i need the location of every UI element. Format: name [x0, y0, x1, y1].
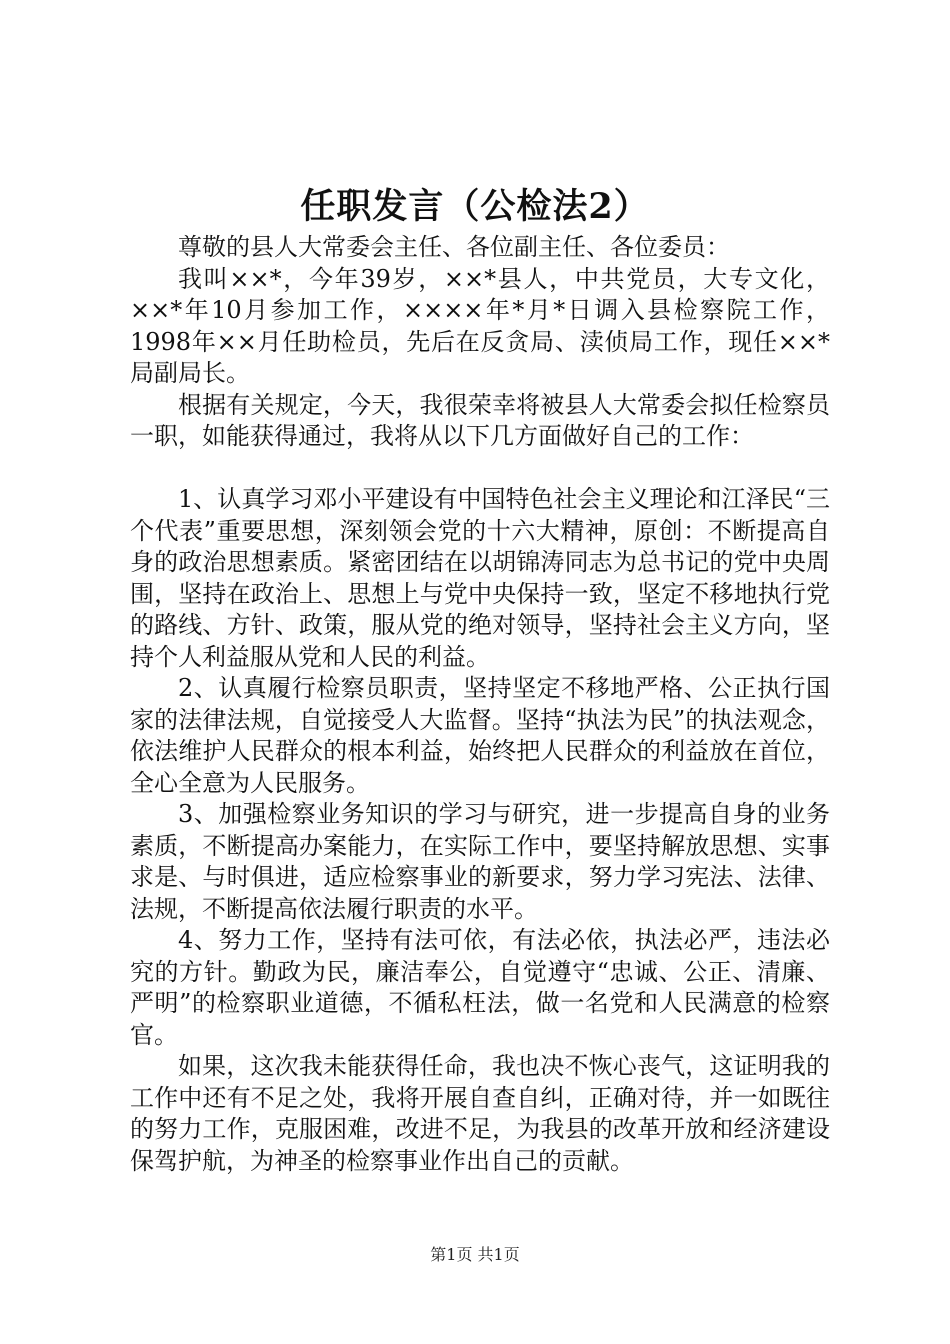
- paragraph-spacer: [130, 453, 830, 485]
- list-item: 2、认真履行检察员职责，坚持坚定不移地严格、公正执行国家的法律法规，自觉接受人大监督。坚持“执法为民”的执法观念，依法维护人民群众的根本利益，始终把人民群众的利益放在首位，全心全意为人民服务。: [130, 674, 830, 797]
- list-item: 1、认真学习邓小平建设有中国特色社会主义理论和江泽民“三个代表”重要思想，深刻领会党的十六大精神，原创：不断提高自身的政治思想素质。紧密团结在以胡锦涛同志为总书记的党中央周围，坚持在政治上、思想上与党中央保持一致，坚定不移地执行党的路线、方针、政策，服从党的绝对领导，坚持社会主义方向，坚持个人利益服从党和人民的利益。: [130, 485, 830, 671]
- list-item: 4、努力工作，坚持有法可依，有法必依，执法必严，违法必究的方针。勤政为民，廉洁奉公，自觉遵守“忠诚、公正、清廉、严明”的检察职业道德，不循私枉法，做一名党和人民满意的检察官。: [130, 926, 830, 1049]
- closing-paragraph: 如果，这次我未能获得任命，我也决不恢心丧气，这证明我的工作中还有不足之处，我将开展自查自纠，正确对待，并一如既往的努力工作，克服困难，改进不足，为我县的改革开放和经济建设保驾护航，为神圣的检察事业作出自己的贡献。: [130, 1052, 830, 1175]
- lead-paragraph: 根据有关规定，今天，我很荣幸将被县人大常委会拟任检察员一职，如能获得通过，我将从以下几方面做好自己的工作：: [130, 390, 830, 450]
- page-number: 第1页 共1页: [430, 1245, 520, 1264]
- intro-paragraph: 我叫××*，今年39岁，××*县人，中共党员，大专文化，××*年10月参加工作，××××年*月*日调入县检察院工作，1998年××月任助检员，先后在反贪局、渎侦局工作，现任××*局副局长。: [130, 264, 830, 387]
- salutation: 尊敬的县人大常委会主任、各位副主任、各位委员：: [178, 233, 730, 261]
- list-item: 3、加强检察业务知识的学习与研究，进一步提高自身的业务素质，不断提高办案能力，在实际工作中，要坚持解放思想、实事求是、与时俱进，适应检察事业的新要求，努力学习宪法、法律、法规，不断提高依法履行职责的水平。: [130, 800, 830, 923]
- document-title: 任职发言（公检法2）: [300, 186, 650, 227]
- document-body: [130, 232, 830, 1177]
